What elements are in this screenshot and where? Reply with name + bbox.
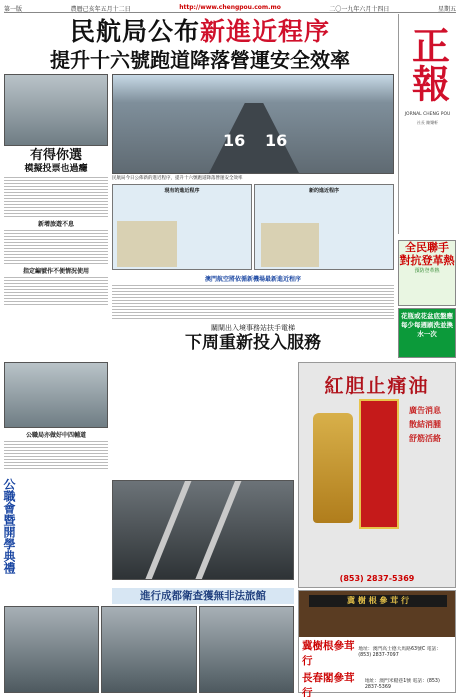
runway-number-right: 16 [265,131,288,150]
runway-photo [112,74,394,174]
page-number: 第一版 [4,6,23,13]
shop-sign: 冀 樹 根 參 茸 行 [309,595,447,607]
approach-maps [112,184,394,270]
left-lower-column [4,362,108,471]
main-headline [4,18,396,72]
headline-line1-highlight: 新進近程序 [200,17,331,46]
dengue-ad-sub: 預防登革熱 [414,268,440,274]
escalator-rail-right [189,480,243,580]
map-current-land [117,221,177,267]
dengue-tip-ad[interactable] [398,308,456,358]
left-section-heading: 新增旅遊不息 [37,221,74,228]
bottom-photo-2 [101,606,196,693]
dengue-tip-text: 花瓶或花盆底盤應每少每週刷洗並換水一次 [401,312,453,338]
dengue-ad[interactable] [398,240,456,306]
left-column [4,74,108,307]
dengue-ad-title: 全民聯手 對抗登革熱 [399,241,455,267]
red-oil-feature-3: 舒筋活絡 [409,433,441,443]
left-section2-body [4,277,108,305]
center-section-heading: 澳門航空將依循新機場最新進近程序 [204,276,301,283]
runway-number-left: 16 [223,131,246,150]
english-name: JORNAL CHENG POU [404,112,451,117]
red-oil-ad-title: 紅胆止痛油 [324,375,430,397]
shop-photo [299,591,455,637]
left-section2-heading: 指定編號作不便情況使用 [22,268,89,275]
weekday: 星期五 [437,6,456,13]
shop2-address: 地址：澳門米糙巷1號 電話：(853) 2837-5369 [364,679,440,690]
oil-bottle [313,413,353,523]
center-column [112,74,394,353]
left-vertical-headline: 公職會暨開學典禮 [2,478,16,574]
red-oil-features [401,403,449,445]
headline-line2: 提升十六號跑道降落營運安全效率 [50,48,350,72]
left-article-title: 有得你選 [29,148,82,163]
escalator-kicker: 關閘出入境事務站扶手電梯 [211,324,295,332]
headline-line1-pre: 民航局公布 [69,17,200,46]
map-current [112,184,252,270]
website-link[interactable]: http://www.chengpou.com.mo [179,4,281,11]
left-article-subtitle: 模擬投票也過癮 [24,164,88,174]
runway-caption: 民航局今日公佈新的進近程序，提升十六號跑道降落營運安全效率 [112,176,243,181]
center-section-body [112,285,394,321]
map-current-label: 現有的進近程序 [164,188,200,194]
shop2-name: 長春閣參茸行 [302,672,355,697]
left-lower-photo [4,362,108,428]
shop1-row [299,637,455,669]
escalator-rail-left [139,480,193,580]
map-new-land [261,223,319,267]
escalator-photo [112,480,294,580]
map-new [254,184,394,270]
left-lower-body [4,441,108,469]
red-oil-feature-2: 散結消腫 [409,419,441,429]
masthead [398,14,456,234]
newspaper-logo: 正報 [405,26,451,102]
bottom-photo-1 [4,606,99,693]
bottom-article-headline: 進行成都衛查獲無非法旅館 [112,588,294,604]
bottom-photo-3 [199,606,294,693]
shop1-name: 冀樹根參茸行 [302,640,355,667]
red-oil-phone: (853) 2837-5369 [339,574,415,583]
headline-line1 [4,18,396,46]
oil-box [359,399,399,529]
shop1-address: 地址：澳門高士德大馬路63號C 電話：(853) 2837-7097 [358,647,442,658]
left-article-body [4,177,108,217]
ginseng-shop-ad[interactable] [298,590,456,697]
escalator-headline: 下周重新投入服務 [185,333,321,353]
lunar-date: 農曆己亥年五月十二日 [70,6,131,13]
left-lower-heading: 公職局亦做好中四輔道 [25,432,86,439]
voting-photo [4,74,108,146]
shop2-row [299,669,455,697]
top-bar [4,4,456,13]
red-oil-ad[interactable] [298,362,456,588]
issue-date: 二〇一九年六月十四日 [329,6,390,13]
red-oil-feature-1: 廣告消息 [409,405,441,415]
map-new-label: 新的進近程序 [308,188,339,194]
bottom-photo-strip [4,606,294,693]
publisher: 社長 陳樂軒 [416,120,439,125]
left-section-body [4,230,108,264]
